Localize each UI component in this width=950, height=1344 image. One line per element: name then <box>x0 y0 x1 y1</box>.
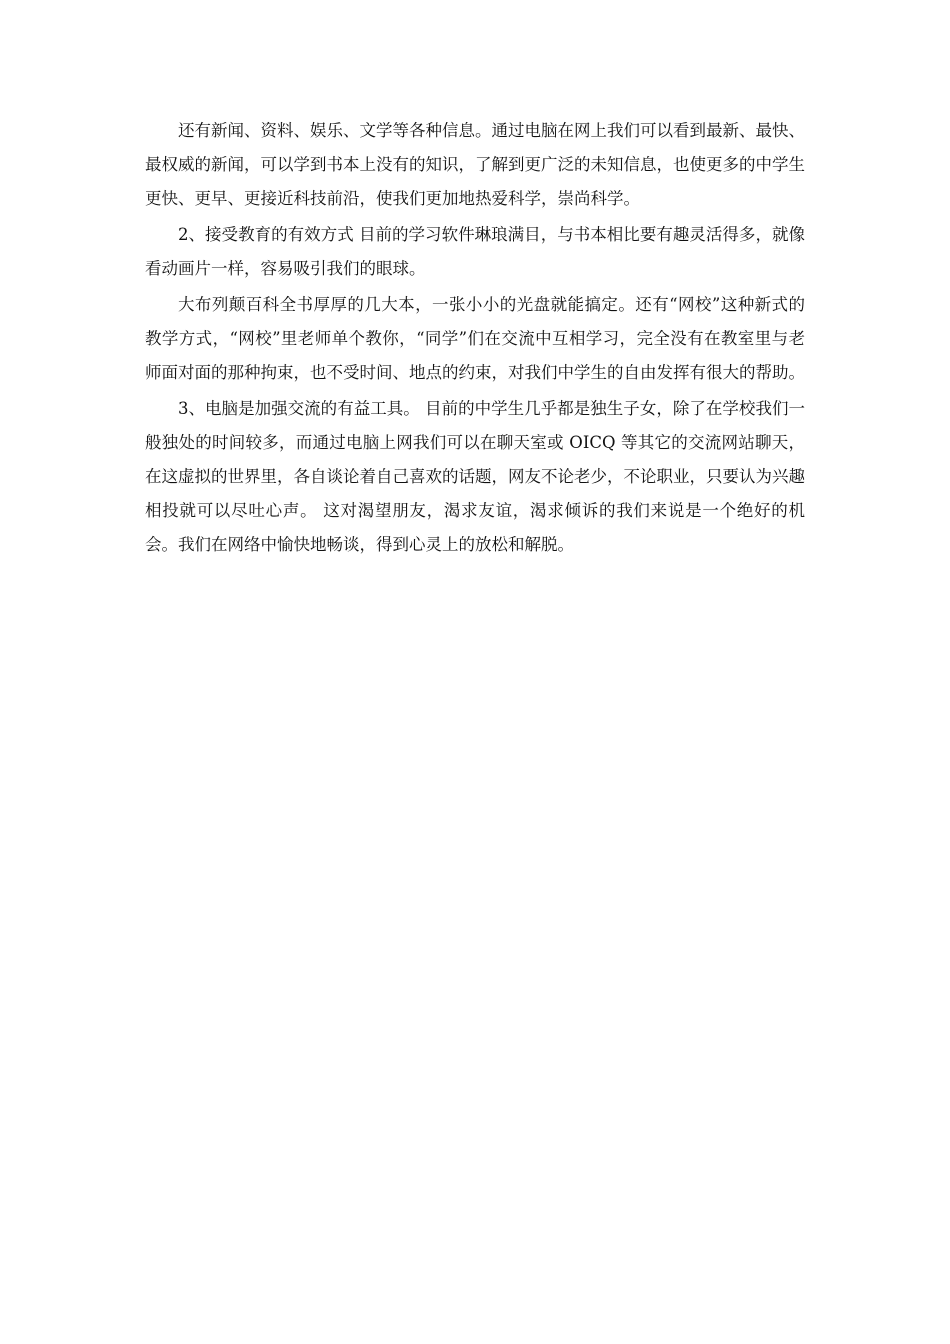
paragraph-online-school: 大布列颠百科全书厚厚的几大本，一张小小的光盘就能搞定。还有“网校”这种新式的教学方式，“网校”里老师单个教你，“同学”们在交流中互相学习，完全没有在教室里与老师面对面的那种拘束，也不受时间、地点的约束，对我们中学生的自由发挥有很大的帮助。 <box>145 295 805 382</box>
paragraph-news-info: 还有新闻、资料、娱乐、文学等各种信息。通过电脑在网上我们可以看到最新、最快、最权威的新闻，可以学到书本上没有的知识，了解到更广泛的未知信息，也使更多的中学生更快、更早、更接近科技前沿，使我们更加地热爱科学，崇尚科学。 <box>145 121 805 208</box>
document-body <box>145 114 805 564</box>
paragraph-communication: 3、电脑是加强交流的有益工具。 目前的中学生几乎都是独生子女，除了在学校我们一般独处的时间较多，而通过电脑上网我们可以在聊天室或 OICQ 等其它的交流网站聊天，在这虚拟的世界里，各自谈论着自己喜欢的话题，网友不论老少，不论职业，只要认为兴趣相投就可以尽吐心声。 这对渴望朋友，渴求友谊，渴求倾诉的我们来说是一个绝好的机会。我们在网络中愉快地畅谈，得到心灵上的放松和解脱。 <box>145 399 805 554</box>
paragraph-education: 2、接受教育的有效方式 目前的学习软件琳琅满目，与书本相比要有趣灵活得多，就像看动画片一样，容易吸引我们的眼球。 <box>145 225 805 278</box>
